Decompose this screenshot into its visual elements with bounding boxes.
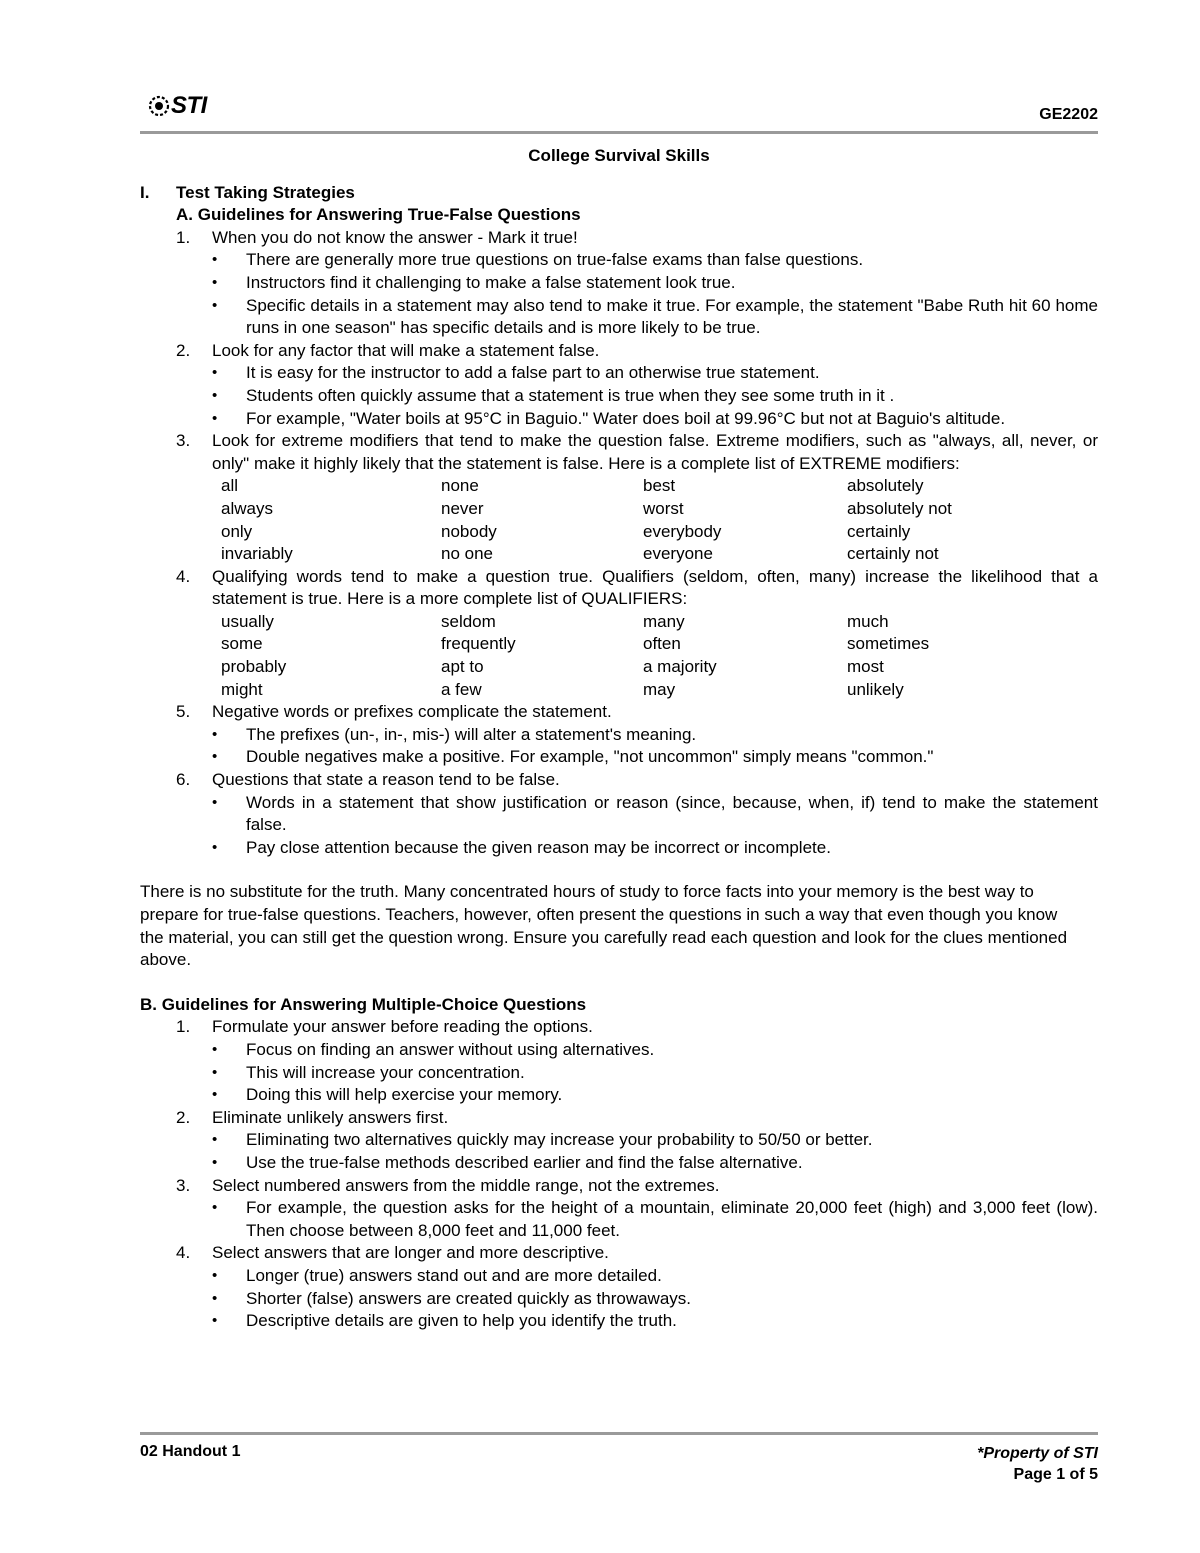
word-cell: frequently — [441, 634, 516, 654]
bullet-text: There are generally more true questions on true-false exams than false questions. — [246, 250, 864, 270]
word-cell: never — [441, 498, 484, 518]
bullet-icon: • — [212, 1199, 218, 1217]
list-item — [176, 430, 1098, 475]
word-cell: certainly not — [847, 544, 939, 564]
item-text: Qualifying words tend to make a question true. Qualifiers (seldom, often, many) increase the likelihood that a statement is true. Here is a more complete list of QUALIFIERS: — [212, 566, 1098, 609]
item-text: Negative words or prefixes complicate the statement. — [212, 702, 612, 722]
bullet-icon: • — [212, 296, 218, 314]
bullet-list — [212, 1129, 1098, 1174]
bullet-text: Focus on finding an answer without using alternatives. — [246, 1039, 655, 1059]
word-cell: no one — [441, 544, 493, 564]
bullet-item — [212, 362, 1098, 385]
section-title: Test Taking Strategies — [176, 182, 355, 202]
bullet-text: The prefixes (un-, in-, mis-) will alter a statement's meaning. — [246, 724, 697, 744]
bullet-icon: • — [212, 1312, 218, 1330]
bullet-item — [212, 1062, 1098, 1085]
word-cell: most — [847, 657, 884, 677]
word-cell: unlikely — [847, 679, 904, 699]
property-note: *Property of STI — [977, 1445, 1098, 1462]
word-cell: everyone — [643, 544, 713, 564]
word-cell: might — [221, 679, 263, 699]
bullet-text: Shorter (false) answers are created quickly as throwaways. — [246, 1288, 692, 1308]
bullet-item — [212, 1084, 1098, 1107]
handout-label: 02 Handout 1 — [140, 1443, 241, 1460]
bullet-icon: • — [212, 725, 218, 743]
bullet-item — [212, 295, 1098, 340]
bullet-text: Double negatives make a positive. For example, "not uncommon" simply means "common." — [246, 747, 934, 767]
bullet-item — [212, 1129, 1098, 1152]
bullet-item — [212, 1152, 1098, 1175]
bullet-icon: • — [212, 251, 218, 269]
bullet-list — [212, 1039, 1098, 1107]
word-cell: certainly — [847, 521, 911, 541]
bullet-list — [212, 249, 1098, 339]
bullet-icon: • — [212, 1131, 218, 1149]
bullet-item — [212, 408, 1098, 431]
bullet-text: Longer (true) answers stand out and are more detailed. — [246, 1265, 662, 1285]
word-cell: sometimes — [847, 634, 930, 654]
bullet-item — [212, 385, 1098, 408]
list-item — [176, 1107, 1098, 1130]
item-number: 3. — [176, 431, 191, 451]
word-cell: always — [221, 498, 273, 518]
bullet-text: Doing this will help exercise your memory. — [246, 1085, 563, 1105]
item-text: Look for extreme modifiers that tend to make the question false. Extreme modifiers, such as "always, all, never, or only" make it highly likely that the statement is false. Here is a complete list of EXTREME modifiers: — [212, 431, 1098, 473]
word-cell: all — [221, 476, 239, 496]
header-divider — [140, 131, 1098, 134]
sti-logo-icon — [148, 95, 170, 117]
item-text: Formulate your answer before reading the options. — [212, 1017, 593, 1037]
bullet-icon: • — [212, 1040, 218, 1058]
bullet-icon: • — [212, 1289, 218, 1307]
footer-divider — [140, 1432, 1098, 1435]
bullet-text: Descriptive details are given to help you identify the truth. — [246, 1311, 677, 1331]
qualifiers-table — [221, 611, 1098, 701]
bullet-text: Words in a statement that show justification or reason (since, because, when, if) tend to make the statement false. — [246, 792, 1098, 835]
bullet-text: For example, the question asks for the height of a mountain, eliminate 20,000 feet (high) and 3,000 feet (low). Then choose between 8,000 feet and 11,000 feet. — [246, 1198, 1098, 1240]
list-item — [176, 227, 1098, 250]
word-cell: absolutely not — [847, 498, 952, 518]
bullet-text: Use the true-false methods described earlier and find the false alternative. — [246, 1152, 803, 1172]
bullet-list — [212, 724, 1098, 769]
bullet-item — [212, 837, 1098, 860]
bullet-text: Instructors find it challenging to make a false statement look true. — [246, 272, 736, 292]
bullet-icon: • — [212, 1266, 218, 1284]
word-cell: nobody — [441, 521, 497, 541]
bullet-text: Specific details in a statement may also tend to make it true. For example, the statement "Babe Ruth hit 60 home runs in one season" has specific details and is more likely to be true. — [246, 295, 1098, 338]
bullet-icon: • — [212, 748, 218, 766]
item-number: 1. — [176, 1017, 191, 1037]
item-number: 4. — [176, 566, 191, 586]
bullet-item — [212, 1265, 1098, 1288]
word-cell: none — [441, 476, 479, 496]
part-b-title: B. Guidelines for Answering Multiple-Choice Questions — [140, 994, 587, 1014]
document-body — [140, 145, 1098, 1333]
item-text: Eliminate unlikely answers first. — [212, 1107, 449, 1127]
bullet-list — [212, 1265, 1098, 1333]
item-number: 2. — [176, 1107, 191, 1127]
list-item — [176, 701, 1098, 724]
list-item — [176, 1175, 1098, 1198]
bullet-icon: • — [212, 1063, 218, 1081]
item-number: 5. — [176, 702, 191, 722]
item-text: Select answers that are longer and more descriptive. — [212, 1243, 609, 1263]
list-item — [176, 566, 1098, 611]
bullet-text: Pay close attention because the given reason may be incorrect or incomplete. — [246, 837, 831, 857]
section-number: I. — [140, 182, 150, 202]
word-cell: some — [221, 634, 263, 654]
bullet-item — [212, 1039, 1098, 1062]
page-number: Page 1 of 5 — [1013, 1466, 1098, 1483]
page-header — [140, 88, 1098, 132]
bullet-text: It is easy for the instructor to add a false part to an otherwise true statement. — [246, 363, 820, 383]
bullet-text: Students often quickly assume that a statement is true when they see some truth in it . — [246, 385, 895, 405]
bullet-icon: • — [212, 1153, 218, 1171]
part-a-list — [140, 227, 1098, 860]
course-code: GE2202 — [1039, 106, 1098, 123]
part-b-list — [140, 1016, 1098, 1332]
bullet-item — [212, 1288, 1098, 1311]
bullet-item — [212, 792, 1098, 837]
bullet-text: For example, "Water boils at 95°C in Baguio." Water does boil at 99.96°C but not at Baguio's altitude. — [246, 408, 1006, 428]
item-number: 1. — [176, 227, 191, 247]
logo-text: STI — [171, 92, 207, 119]
list-item — [176, 1016, 1098, 1039]
word-cell: a few — [441, 679, 482, 699]
bullet-icon: • — [212, 386, 218, 404]
bullet-item — [212, 746, 1098, 769]
summary-paragraph: There is no substitute for the truth. Many concentrated hours of study to force facts into your memory is the best way to prepare for true-false questions. Teachers, however, often present the questions in such a way that even though you know the material, you can still get the question wrong. Ensure you carefully read each question and look for the clues mentioned above. — [140, 882, 1068, 970]
bullet-item — [212, 1310, 1098, 1333]
part-a-title: A. Guidelines for Answering True-False Questions — [176, 205, 581, 225]
word-cell: worst — [643, 498, 684, 518]
page-title: College Survival Skills — [528, 146, 710, 165]
bullet-icon: • — [212, 273, 218, 291]
item-text: Select numbered answers from the middle range, not the extremes. — [212, 1175, 720, 1195]
word-cell: much — [847, 611, 889, 631]
section-heading — [140, 182, 1098, 205]
item-text: When you do not know the answer - Mark it true! — [212, 227, 578, 247]
word-cell: often — [643, 634, 681, 654]
item-number: 2. — [176, 340, 191, 360]
word-cell: invariably — [221, 544, 293, 564]
word-cell: a majority — [643, 657, 717, 677]
list-item — [176, 340, 1098, 363]
extreme-modifiers-table — [221, 475, 1098, 565]
bullet-item — [212, 272, 1098, 295]
bullet-list — [212, 792, 1098, 860]
bullet-text: This will increase your concentration. — [246, 1062, 525, 1082]
item-number: 4. — [176, 1243, 191, 1263]
list-item — [176, 1242, 1098, 1265]
item-text: Look for any factor that will make a statement false. — [212, 340, 600, 360]
item-number: 6. — [176, 770, 191, 790]
bullet-item — [212, 1197, 1098, 1242]
word-cell: everybody — [643, 521, 722, 541]
bullet-list — [212, 1197, 1098, 1242]
word-cell: usually — [221, 611, 274, 631]
bullet-list — [212, 362, 1098, 430]
word-cell: may — [643, 679, 676, 699]
bullet-icon: • — [212, 793, 218, 811]
word-cell: apt to — [441, 657, 484, 677]
item-text: Questions that state a reason tend to be false. — [212, 770, 560, 790]
word-cell: absolutely — [847, 476, 924, 496]
word-cell: many — [643, 611, 685, 631]
word-cell: probably — [221, 657, 287, 677]
bullet-icon: • — [212, 409, 218, 427]
item-number: 3. — [176, 1175, 191, 1195]
bullet-text: Eliminating two alternatives quickly may increase your probability to 50/50 or better. — [246, 1130, 873, 1150]
list-item — [176, 769, 1098, 792]
bullet-item — [212, 724, 1098, 747]
word-cell: best — [643, 476, 676, 496]
footer-right — [977, 1443, 1098, 1485]
word-cell: only — [221, 521, 253, 541]
bullet-icon: • — [212, 364, 218, 382]
word-cell: seldom — [441, 611, 496, 631]
sti-logo — [148, 92, 207, 120]
bullet-icon: • — [212, 1086, 218, 1104]
bullet-icon: • — [212, 838, 218, 856]
bullet-item — [212, 249, 1098, 272]
